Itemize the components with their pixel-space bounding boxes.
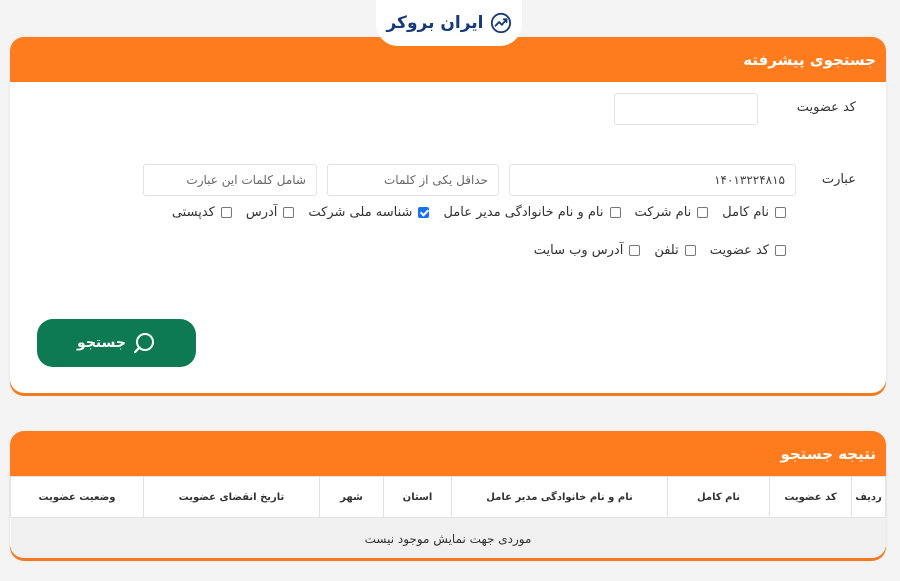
field-phone[interactable] — [654, 243, 695, 258]
search-icon — [132, 331, 156, 355]
advanced-search-title: جستجوی پیشرفته — [10, 37, 886, 82]
field-ceo-name[interactable] — [443, 205, 620, 220]
field-label: نام شرکت — [634, 205, 692, 220]
result-table-header — [11, 477, 886, 518]
field-address[interactable] — [246, 205, 295, 220]
membership-code-input[interactable] — [614, 93, 758, 125]
column-header[interactable]: شهر — [320, 477, 384, 518]
field-label: کد عضویت — [709, 243, 769, 258]
result-table — [10, 476, 886, 558]
brand-logo[interactable] — [376, 0, 522, 46]
field-national-id[interactable] — [308, 205, 429, 220]
field-label: نام کامل — [722, 205, 769, 220]
column-header[interactable]: نام کامل — [668, 477, 770, 518]
field-label: کدپستی — [171, 205, 215, 220]
empty-row — [11, 518, 886, 559]
checkbox-checked[interactable] — [418, 207, 429, 218]
field-label: نام و نام خانوادگی مدیر عامل — [443, 205, 604, 220]
field-full-name[interactable] — [722, 205, 786, 220]
checkbox[interactable] — [629, 245, 640, 256]
brand-name: ایران بروکر — [386, 13, 484, 33]
column-header[interactable]: نام و نام خانوادگی مدیر عامل — [452, 477, 668, 518]
search-result-panel — [10, 431, 886, 558]
phrase-input[interactable]: ۱۴۰۱۳۲۲۴۸۱۵ — [509, 164, 796, 196]
field-label: تلفن — [654, 243, 679, 258]
search-fields-row-1 — [158, 205, 786, 220]
checkbox[interactable] — [685, 245, 696, 256]
field-membership-code[interactable] — [710, 243, 786, 258]
search-fields-row-2 — [520, 243, 786, 258]
checkbox[interactable] — [221, 207, 232, 218]
column-header[interactable]: ردیف — [852, 477, 886, 518]
checkbox[interactable] — [610, 207, 621, 218]
column-header[interactable]: وضعیت عضویت — [11, 477, 144, 518]
checkbox[interactable] — [697, 207, 708, 218]
field-postal-code[interactable] — [172, 205, 232, 220]
search-button[interactable] — [37, 319, 196, 367]
field-label: آدرس — [245, 205, 278, 220]
advanced-search-panel — [10, 37, 886, 393]
phrase-label: عبارت — [821, 172, 856, 187]
min-one-word-input[interactable]: حداقل یکی از کلمات — [327, 164, 499, 196]
column-header[interactable]: استان — [384, 477, 452, 518]
field-label: آدرس وب سایت — [533, 243, 624, 258]
checkbox[interactable] — [775, 207, 786, 218]
column-header[interactable]: تاریخ انقضای عضویت — [144, 477, 320, 518]
field-label: شناسه ملی شرکت — [308, 205, 413, 220]
contains-phrase-input[interactable]: شامل کلمات این عبارت — [143, 164, 317, 196]
checkbox[interactable] — [283, 207, 294, 218]
search-result-title: نتیجه جستجو — [10, 431, 886, 476]
trend-chart-icon — [490, 12, 512, 34]
column-header[interactable]: کد عضویت — [770, 477, 852, 518]
empty-message: موردی جهت نمایش موجود نیست — [11, 518, 886, 559]
field-website[interactable] — [534, 243, 641, 258]
checkbox[interactable] — [775, 245, 786, 256]
search-button-label: جستجو — [77, 335, 126, 351]
field-company-name[interactable] — [635, 205, 709, 220]
membership-code-label: کد عضویت — [796, 100, 856, 115]
